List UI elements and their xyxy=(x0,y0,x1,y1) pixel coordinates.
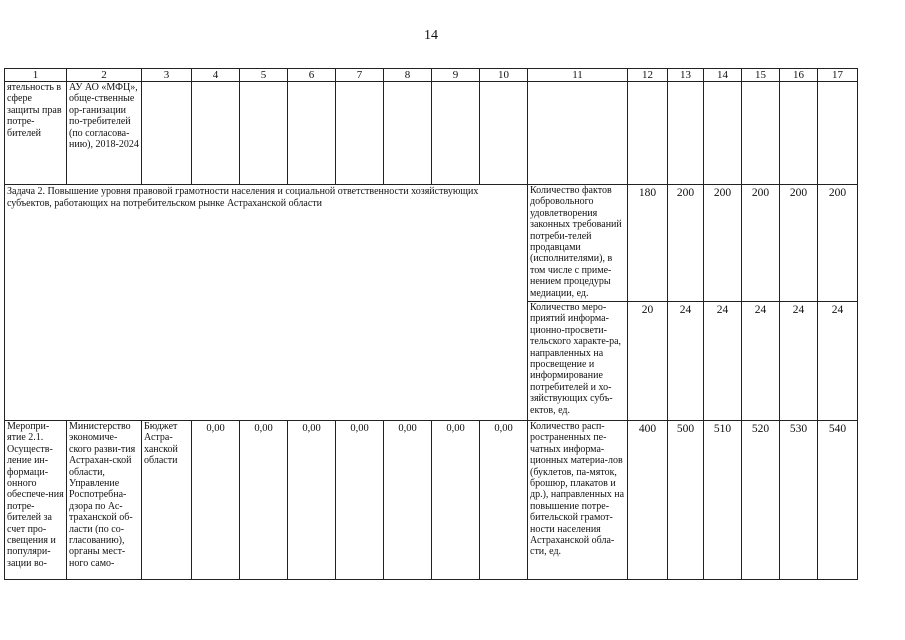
indicator-value: 24 xyxy=(818,302,858,421)
indicator-value: 24 xyxy=(668,302,704,421)
finance-value: 0,00 xyxy=(192,421,240,580)
column-number: 9 xyxy=(432,69,480,82)
executor-cell: Министерство экономиче-ского разви-тия Астрахан-ской области, Управление Роспотребна-дзора по Ас-траханской об-ласти (по со-гласованию), органы мест-ного само- xyxy=(67,421,142,580)
page-number: 14 xyxy=(424,28,438,43)
column-number: 1 xyxy=(5,69,67,82)
indicator-value: 24 xyxy=(780,302,818,421)
indicator-value: 510 xyxy=(704,421,742,580)
indicator-cell: Количество расп-ространенных пе-чатных информа-ционных материа-лов (буклетов, па-мяток, брошюр, плакатов и др.), направленных на повышение потре-бительской грамот-ности населения Астраханской обла-сти, ед. xyxy=(528,421,628,580)
column-number: 3 xyxy=(142,69,192,82)
table-row xyxy=(5,185,858,302)
indicator-value: 24 xyxy=(742,302,780,421)
indicator-value: 200 xyxy=(668,185,704,302)
activity-name-cell: ятельность в сфере защиты прав потре-бителей xyxy=(5,82,67,185)
finance-value: 0,00 xyxy=(432,421,480,580)
column-number: 8 xyxy=(384,69,432,82)
column-number: 14 xyxy=(704,69,742,82)
indicator-value: 200 xyxy=(742,185,780,302)
indicator-value: 520 xyxy=(742,421,780,580)
indicator-cell: Количество фактов добровольного удовлетворения законных требований потреби-телей продавцами (исполнителями), в том числе с приме-нением процедуры медиации, ед. xyxy=(528,185,628,302)
column-number: 16 xyxy=(780,69,818,82)
column-number: 17 xyxy=(818,69,858,82)
column-number-row xyxy=(5,69,858,82)
column-number: 15 xyxy=(742,69,780,82)
program-table xyxy=(4,68,858,580)
executor-cell: АУ АО «МФЦ», обще-ственные ор-ганизации по-требителей (по согласова-нию), 2018-2024 xyxy=(67,82,142,185)
indicator-value: 500 xyxy=(668,421,704,580)
finance-value: 0,00 xyxy=(480,421,528,580)
indicator-value: 200 xyxy=(704,185,742,302)
indicator-value: 24 xyxy=(704,302,742,421)
funding-source-cell: Бюджет Астра-ханской области xyxy=(142,421,192,580)
finance-value: 0,00 xyxy=(384,421,432,580)
measure-name-cell: Меропри-ятие 2.1. Осуществ-ление ин-формаци-онного обеспече-ния потре-бителей за счет про-свещения и популяри-зации во- xyxy=(5,421,67,580)
column-number: 13 xyxy=(668,69,704,82)
indicator-value: 200 xyxy=(780,185,818,302)
column-number: 11 xyxy=(528,69,628,82)
indicator-cell: Количество меро-приятий информа-ционно-просвети-тельского характе-ра, направленных на просвещение и информирование потребителей и хо-зяйствующих субъ-ектов, ед. xyxy=(528,302,628,421)
finance-value: 0,00 xyxy=(336,421,384,580)
indicator-value: 540 xyxy=(818,421,858,580)
indicator-value: 400 xyxy=(628,421,668,580)
finance-value: 0,00 xyxy=(288,421,336,580)
column-number: 5 xyxy=(240,69,288,82)
indicator-value: 200 xyxy=(818,185,858,302)
task-title: Задача 2. Повышение уровня правовой грамотности населения и социальной ответственности хозяйствующих субъектов, работающих на потребительском рынке Астраханской области xyxy=(5,185,528,421)
indicator-value: 530 xyxy=(780,421,818,580)
finance-value: 0,00 xyxy=(240,421,288,580)
column-number: 10 xyxy=(480,69,528,82)
table-row xyxy=(5,421,858,580)
column-number: 6 xyxy=(288,69,336,82)
column-number: 12 xyxy=(628,69,668,82)
column-number: 2 xyxy=(67,69,142,82)
indicator-value: 180 xyxy=(628,185,668,302)
column-number: 7 xyxy=(336,69,384,82)
column-number: 4 xyxy=(192,69,240,82)
table-row xyxy=(5,82,858,185)
indicator-value: 20 xyxy=(628,302,668,421)
